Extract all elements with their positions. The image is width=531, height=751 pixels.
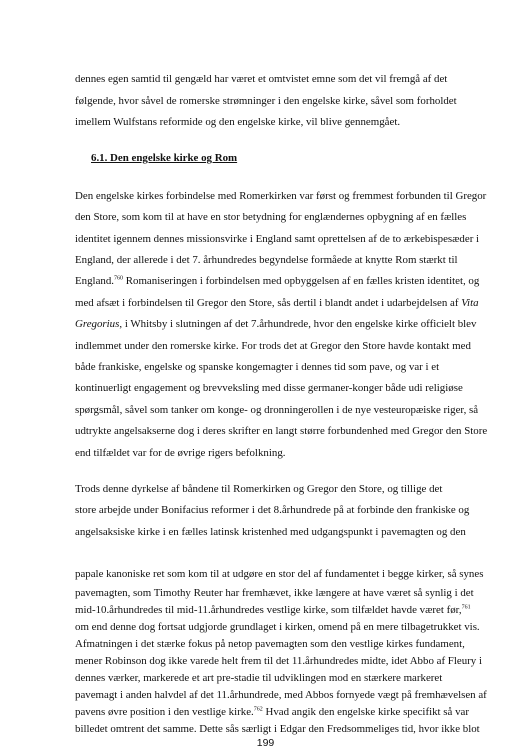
paragraph-line: billedet omtrent det samme. Dette sås særligt i Edgar den Fredsommeliges tid, hvor ikke blot [75, 723, 480, 735]
intro-line: dennes egen samtid til gengæld har været et omtvistet emne som det vil fremgå af det [75, 73, 448, 85]
paragraph-line: papale kanoniske ret som kom til at udgøre en stor del af fundamentet i begge kirker, så synes [75, 568, 484, 580]
intro-line: følgende, hvor såvel de romerske strømninger i den engelske kirke, såvel som forholdet [75, 95, 457, 107]
paragraph-line: identitet igennem dennes missionsvirke i England samt oprettelsen af de to ærkebispesæder i [75, 233, 480, 245]
paragraph-line [75, 296, 479, 310]
paragraph-line: Den engelske kirkes forbindelse med Romerkirken var først og fremmest forbunden til Gregor [75, 190, 487, 202]
paragraph-line: store arbejde under Bonifacius reformer i det 8.århundrede på at forbinde den frankiske og [75, 504, 470, 516]
paragraph-line: om end denne dog fortsat udgjorde grundlaget i kirken, omend på en mere tilbagetrukket vis. [75, 621, 480, 633]
paragraph-line [75, 317, 476, 331]
paragraph-line: Afmatningen i det stærke fokus på netop pavemagten som den vestlige kirkes fundament, [75, 638, 465, 650]
footnote-ref: 761 [461, 604, 471, 611]
italic-title: Vita [461, 297, 479, 309]
section-heading: 6.1. Den engelske kirke og Rom [91, 152, 238, 164]
paragraph-line: pavemagten, som Timothy Reuter har fremhævet, ikke længere at have været så synlig i det [75, 587, 474, 599]
paragraph-line: udtrykte angelsakserne dog i deres skrifter en langt større forbundenhed med Gregor den Store [75, 425, 488, 437]
text-run: Romaniseringen i forbindelsen med opbyggelsen af en fælles kristen identitet, og [123, 275, 480, 287]
paragraph-line [75, 705, 469, 719]
paragraph-line: England, der allerede i det 7. århundredes begyndelse formåede at knytte Rom stærkt til [75, 254, 458, 266]
paragraph-line [75, 603, 471, 617]
paragraph-line: indlemmet under den romerske kirke. For trods det at Gregor den Store havde kontakt med [75, 340, 471, 352]
paragraph-line: angelsaksiske kirke i en fælles latinsk kristenhed med udgangspunkt i pavemagten og den [75, 526, 466, 538]
text-run: mid-10.århundredes til mid-11.århundredes vestlige kirke, som tilfældet havde været før, [75, 604, 462, 616]
paragraph-line: Trods denne dyrkelse af båndene til Romerkirken og Gregor den Store, og tillige det [75, 483, 443, 495]
text-run: med afsæt i forbindelsen til Gregor den Store, sås dertil i blandt andet i udarbejdelsen af [75, 297, 462, 309]
paragraph-line: både frankiske, engelske og spanske kongemagter i dennes tid som pave, og var i et [75, 361, 440, 373]
text-run: Hvad angik den engelske kirke specifikt så var [262, 706, 469, 718]
paragraph-line: spørgsmål, såvel som tanker om konge- og dronningerollen i de nye vesteuropæiske riger, så [75, 404, 479, 416]
paragraph-line: kontinuerligt engagement og brevveksling med disse germaner-konger både udi religiøse [75, 382, 463, 394]
footnote-ref: 762 [253, 706, 263, 713]
paragraph-line: den Store, som kom til at have en stor betydning for englændernes opbygning af en fælles [75, 211, 467, 223]
paragraph-line: end tilfældet var for de øvrige rigers befolkning. [75, 447, 286, 459]
page-number: 199 [256, 737, 275, 749]
footnote-ref: 760 [114, 275, 124, 282]
italic-title: Gregorius [75, 318, 120, 330]
text-run: pavens øvre position i den vestlige kirke. [75, 706, 254, 718]
text-run: , i Whitsby i slutningen af det 7.århundrede, hvor den engelske kirke officielt blev [119, 318, 477, 330]
paragraph-line: dennes værker, markerede et art pre-stadie til udviklingen mod en stærkere markeret [75, 672, 443, 684]
paragraph-line: pavemagt i anden halvdel af det 11.århundrede, med Abbos fornyede vægt på fremhævelsen af [75, 689, 487, 701]
paragraph-line [75, 274, 479, 288]
text-run: England. [75, 275, 115, 287]
paragraph-line: mener Robinson dog ikke varede helt frem til det 11.århundredes midte, idet Abbo af Fleury i [75, 655, 482, 667]
intro-line: imellem Wulfstans reformide og den engelske kirke, vil blive gennemgået. [75, 116, 401, 128]
